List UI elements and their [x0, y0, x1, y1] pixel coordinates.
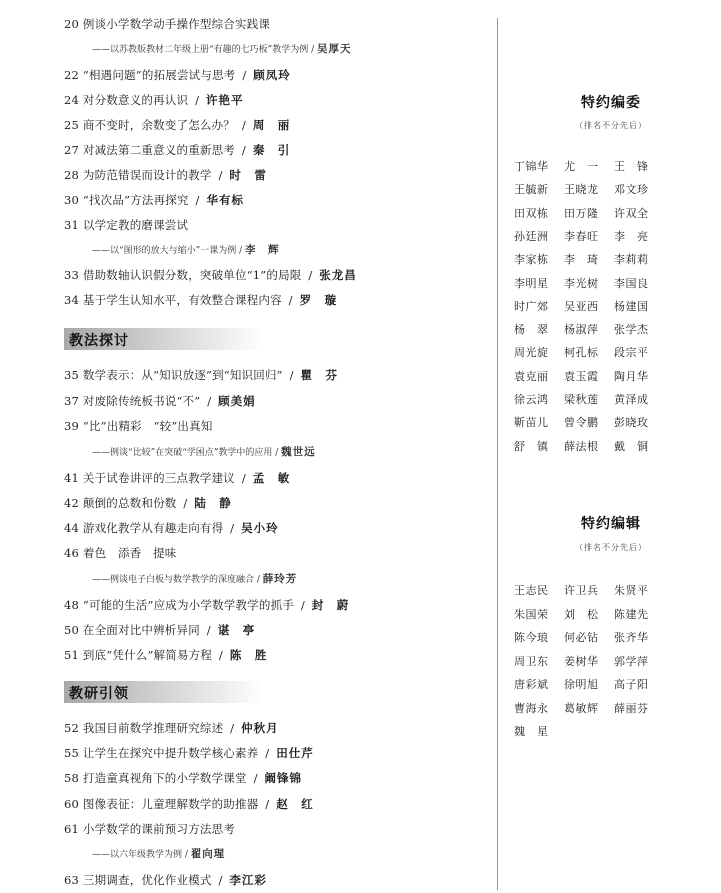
person-name: 柯孔标 — [564, 346, 599, 360]
toc-entry — [64, 873, 267, 887]
toc-subtitle — [92, 848, 225, 861]
person-name: 靳苗儿 — [514, 416, 549, 430]
toc-page-number: 34 — [64, 293, 80, 307]
toc-author: 翟向瑆 — [190, 848, 226, 860]
special-editorial-board-note: （排名不分先后） — [575, 121, 647, 130]
toc-entry — [64, 268, 357, 282]
toc-entry — [64, 746, 314, 760]
toc-author: 谌 亭 — [217, 623, 256, 637]
section-header — [64, 681, 264, 703]
toc-page-number: 25 — [64, 118, 80, 132]
toc-page-number: 61 — [64, 822, 80, 836]
toc-page-number: 24 — [64, 93, 80, 107]
toc-title: “相遇问题”的拓展尝试与思考 — [82, 68, 236, 82]
person-name: 杨淑萍 — [564, 323, 599, 337]
person-name: 李春旺 — [564, 229, 599, 243]
toc-author: 阚锋锦 — [264, 771, 303, 785]
separator: / — [215, 648, 227, 662]
separator: / — [226, 721, 239, 735]
separator: / — [226, 521, 239, 535]
toc-author: 孟 敏 — [252, 471, 291, 485]
toc-entry — [64, 598, 349, 612]
person-name: 许卫兵 — [564, 584, 599, 597]
person-name: 陈建先 — [614, 607, 649, 621]
toc-title: 关于试卷讲评的三点教学建议 — [82, 471, 236, 485]
person-name: 薛法根 — [564, 439, 599, 453]
person-name: 吴亚西 — [564, 299, 599, 313]
toc-author: 赵 红 — [276, 797, 314, 811]
person-name: 张学杰 — [614, 323, 649, 337]
person-name: 周光旋 — [514, 346, 549, 360]
person-name: 陶月华 — [614, 369, 649, 383]
separator: / — [202, 623, 215, 637]
person-name: 郭学萍 — [614, 654, 649, 668]
toc-entry — [64, 68, 291, 82]
toc-page-number: 33 — [64, 268, 80, 282]
toc-entry — [64, 797, 314, 811]
toc-entry — [64, 419, 213, 433]
toc-page-number: 31 — [64, 218, 80, 232]
toc-author: 吴小玲 — [241, 521, 279, 535]
separator: / — [272, 448, 282, 458]
toc-author: 田仕芹 — [276, 746, 314, 760]
toc-entry — [64, 17, 270, 31]
person-name: 李明星 — [514, 276, 549, 290]
toc-title: 让学生在探究中提升数学核心素养 — [82, 746, 259, 760]
toc-subtitle-text: ——例谈“比较”在突破“学困点”教学中的应用 — [92, 448, 273, 458]
toc-entry — [64, 118, 290, 132]
person-name: 朱贤平 — [614, 584, 649, 597]
toc-entry — [64, 368, 338, 382]
person-name: 曹海永 — [514, 701, 549, 715]
person-name: 高子阳 — [614, 678, 649, 691]
toc-author: 顾凤玲 — [253, 68, 291, 82]
person-name: 姜树华 — [564, 654, 599, 668]
column-divider — [497, 18, 498, 890]
toc-page-number: 60 — [64, 797, 80, 811]
person-name: 王 锋 — [614, 160, 649, 173]
toc-author: 魏世远 — [281, 446, 316, 458]
toc-title: 我国目前数学推理研究综述 — [82, 721, 224, 735]
separator: / — [238, 68, 251, 82]
toc-page-number: 37 — [64, 394, 80, 408]
person-name: 曾令鹏 — [564, 416, 599, 430]
toc-entry — [64, 721, 279, 735]
toc-title: 打造童真视角下的小学数学课堂 — [82, 771, 247, 785]
toc-entry — [64, 496, 232, 510]
toc-author: 周 丽 — [252, 118, 291, 132]
toc-title: 颠倒的总数和份数 — [82, 496, 177, 510]
person-name: 袁克丽 — [514, 369, 549, 383]
person-name: 葛敏辉 — [564, 701, 599, 715]
toc-page-number: 52 — [64, 721, 80, 735]
special-editors-note: （排名不分先后） — [575, 543, 647, 552]
toc-entry — [64, 471, 290, 485]
person-name: 薛丽芬 — [614, 701, 649, 715]
person-name: 孙廷洲 — [514, 229, 549, 243]
toc-title: “找次品”方法再探究 — [82, 193, 189, 207]
separator: / — [191, 93, 204, 107]
toc-entry — [64, 771, 302, 785]
person-name: 朱国荣 — [514, 607, 549, 621]
toc-title: 在全面对比中辨析异同 — [82, 623, 200, 637]
toc-title: 数学表示：从“知识放逐”到“知识回归” — [82, 368, 283, 382]
toc-entry — [64, 648, 267, 662]
person-name: 舒 镇 — [514, 439, 549, 453]
toc-page-number: 46 — [64, 546, 80, 560]
separator: / — [238, 118, 250, 132]
separator: / — [182, 850, 191, 860]
separator: / — [179, 496, 192, 510]
toc-page-number: 48 — [64, 598, 80, 612]
separator: / — [304, 268, 317, 282]
toc-page-number: 58 — [64, 771, 80, 785]
person-name: 田双栋 — [514, 206, 549, 220]
toc-subtitle-text: ——例谈电子白板与数学教学的深度融合 — [92, 575, 255, 585]
toc-author: 秦 引 — [252, 143, 291, 157]
toc-author: 封 蔚 — [311, 598, 350, 612]
toc-title: 商不变时，余数变了怎么办？ — [82, 118, 236, 132]
section-title: 教法探讨 — [69, 333, 129, 349]
toc-page-number: 42 — [64, 496, 80, 510]
toc-entry — [64, 93, 244, 107]
toc-title: 到底“凭什么”解简易方程 — [82, 648, 213, 662]
toc-title: 对废除传统板书说“不” — [82, 394, 201, 408]
toc-page-number: 41 — [64, 471, 80, 485]
person-name: 周卫东 — [514, 654, 549, 668]
separator: / — [285, 368, 298, 382]
toc-entry — [64, 394, 256, 408]
toc-page-number: 55 — [64, 746, 80, 760]
toc-author: 仲秋月 — [241, 721, 279, 735]
toc-page-number: 30 — [64, 193, 80, 207]
person-name: 徐明旭 — [564, 678, 599, 691]
toc-subtitle — [92, 43, 351, 56]
person-name: 时广郊 — [514, 299, 549, 313]
person-name: 尤 一 — [564, 160, 599, 173]
toc-page-number: 20 — [64, 17, 80, 31]
person-name: 许双全 — [614, 206, 649, 220]
toc-author: 李江彩 — [229, 873, 267, 887]
separator: / — [238, 471, 250, 485]
toc-page-number: 39 — [64, 419, 80, 433]
toc-entry — [64, 623, 255, 637]
person-name: 魏 星 — [514, 725, 549, 738]
person-name: 彭晓玫 — [614, 416, 649, 430]
person-name: 刘 松 — [564, 607, 599, 621]
toc-title: 小学数学的课前预习方法思考 — [82, 822, 236, 836]
toc-subtitle-text: ——以苏教版教材二年级上册“有趣的七巧板”教学为例 — [92, 45, 309, 55]
person-name: 徐云鸿 — [514, 393, 549, 406]
toc-title: 对分数意义的再认识 — [82, 93, 189, 107]
toc-entry — [64, 521, 279, 535]
toc-title: 对减法第二重意义的重新思考 — [82, 143, 236, 157]
toc-subtitle — [92, 446, 316, 459]
toc-title: 三期调查，优化作业模式 — [82, 873, 212, 887]
person-name: 段宗平 — [614, 346, 649, 360]
person-name: 杨 翠 — [514, 323, 549, 337]
special-editors-title: 特约编辑 — [581, 516, 641, 532]
person-name: 李 琦 — [564, 253, 599, 267]
person-name: 王毓新 — [514, 183, 549, 197]
person-name: 张齐华 — [614, 631, 649, 644]
toc-title: 以学定教的磨课尝试 — [82, 218, 189, 232]
toc-entry — [64, 143, 290, 157]
toc-author: 陆 静 — [194, 496, 232, 510]
separator: / — [191, 193, 204, 207]
toc-page-number: 63 — [64, 873, 80, 887]
person-name: 陈今琅 — [514, 631, 549, 644]
toc-subtitle-text: ——以六年级教学为例 — [92, 850, 183, 860]
toc-title: 基于学生认知水平，有效整合课程内容 — [82, 293, 282, 307]
person-name: 李光树 — [564, 276, 599, 290]
toc-author: 李 辉 — [244, 244, 280, 256]
person-name: 李 亮 — [614, 229, 649, 243]
toc-title: 着色 添香 提味 — [82, 546, 177, 560]
separator: / — [214, 168, 227, 182]
toc-page-number: 28 — [64, 168, 80, 182]
person-name: 李莉莉 — [614, 253, 649, 267]
toc-author: 顾美娟 — [218, 394, 256, 408]
person-name: 李国良 — [614, 276, 649, 290]
toc-title: 为防范错误而设计的教学 — [82, 168, 212, 182]
toc-entry — [64, 168, 267, 182]
separator: / — [236, 246, 245, 256]
toc-entry — [64, 546, 177, 560]
separator: / — [308, 45, 317, 55]
separator: / — [284, 293, 297, 307]
person-name: 袁玉霞 — [564, 369, 599, 383]
toc-title: “可能的生活”应成为小学数学教学的抓手 — [82, 598, 294, 612]
person-name: 杨建国 — [614, 299, 649, 313]
toc-page-number: 51 — [64, 648, 80, 662]
person-name: 唐彩斌 — [514, 678, 549, 691]
toc-title: 图像表征：儿童理解数学的助推器 — [82, 797, 259, 811]
toc-entry — [64, 193, 244, 207]
person-name: 王志民 — [514, 584, 549, 597]
separator: / — [261, 797, 274, 811]
person-name: 田万隆 — [564, 206, 599, 220]
section-header — [64, 328, 264, 350]
toc-title: 借助数轴认识假分数，突破单位“1”的局限 — [82, 268, 302, 282]
toc-subtitle — [92, 244, 279, 257]
toc-entry — [64, 218, 188, 232]
person-name: 邓文珍 — [614, 183, 649, 197]
toc-author: 华有标 — [206, 193, 244, 207]
person-name: 王晓龙 — [564, 183, 599, 197]
toc-page-number: 44 — [64, 521, 80, 535]
separator: / — [214, 873, 227, 887]
toc-page-number: 27 — [64, 143, 80, 157]
toc-title: “比”出精彩 “较”出真知 — [82, 419, 213, 433]
toc-subtitle — [92, 573, 297, 586]
toc-page-number: 22 — [64, 68, 80, 82]
toc-page-number: 35 — [64, 368, 80, 382]
separator: / — [254, 575, 263, 585]
person-name: 戴 铜 — [614, 439, 649, 453]
separator: / — [296, 598, 309, 612]
toc-page-number: 50 — [64, 623, 80, 637]
person-name: 黄泽成 — [614, 393, 649, 406]
toc-author: 瞿 芬 — [300, 368, 339, 382]
toc-entry — [64, 293, 337, 307]
toc-title: 例谈小学数学动手操作型综合实践课 — [82, 17, 271, 31]
toc-author: 薛玲芳 — [262, 573, 298, 585]
toc-author: 陈 胜 — [229, 648, 268, 662]
person-name: 丁锦华 — [514, 160, 549, 173]
toc-entry — [64, 822, 235, 836]
toc-title: 游戏化教学从有趣走向有得 — [82, 521, 224, 535]
separator: / — [203, 394, 216, 408]
separator: / — [249, 771, 262, 785]
person-name: 梁秋莲 — [564, 393, 599, 406]
toc-author: 张龙昌 — [319, 268, 357, 282]
toc-author: 时 雷 — [229, 168, 267, 182]
separator: / — [238, 143, 250, 157]
section-title: 教研引领 — [69, 686, 129, 702]
special-editorial-board-title: 特约编委 — [581, 95, 641, 111]
person-name: 何必钻 — [564, 631, 599, 644]
toc-author: 吴厚天 — [316, 43, 352, 55]
toc-subtitle-text: ——以“图形的放大与缩小”一课为例 — [92, 246, 237, 256]
toc-author: 许艳平 — [206, 93, 244, 107]
person-name: 李家栋 — [514, 253, 549, 267]
separator: / — [261, 746, 274, 760]
toc-author: 罗 璇 — [299, 293, 338, 307]
